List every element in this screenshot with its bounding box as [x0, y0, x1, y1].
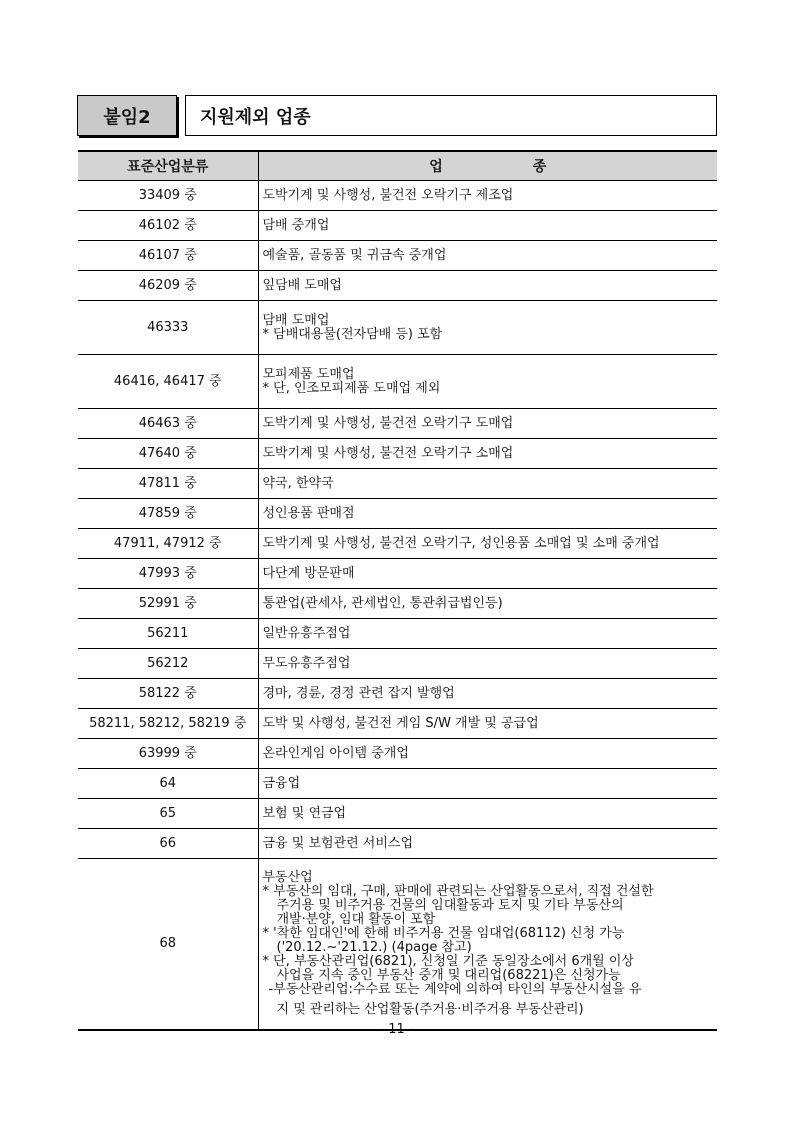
column-header-industry-b: 종: [532, 159, 547, 175]
industry-code: 46102 중: [78, 211, 258, 241]
industry-description: [258, 859, 717, 1031]
description-line: 약국, 한약국: [262, 475, 334, 491]
industry-code: 63999 중: [78, 739, 258, 769]
industry-code: 46107 중: [78, 241, 258, 271]
description-line: 경마, 경륜, 경정 관련 잡지 발행업: [262, 685, 455, 701]
table-row: [78, 799, 717, 829]
table-row: [78, 589, 717, 619]
industry-code: 47911, 47912 중: [78, 529, 258, 559]
industry-description: [258, 469, 717, 499]
table-row: [78, 739, 717, 769]
industry-description: [258, 241, 717, 271]
description-line: 지 및 관리하는 산업활동(주거용·비주거용 부동산관리): [276, 1002, 584, 1017]
industry-code: 46333: [78, 301, 258, 355]
description-line: * 부동산의 임대, 구매, 판매에 관련되는 산업활동으로서, 직접 건설한: [262, 884, 654, 899]
industry-description: [258, 769, 717, 799]
industry-description: [258, 829, 717, 859]
industry-code: 47859 중: [78, 499, 258, 529]
table-row: [78, 859, 717, 1031]
table-header-row: [78, 151, 717, 181]
description-line: 도박기계 및 사행성, 불건전 오락기구 도매업: [262, 415, 514, 431]
description-line: 보험 및 연금업: [262, 805, 347, 821]
industry-code: 47811 중: [78, 469, 258, 499]
section-title: 지원제외 업종: [185, 95, 717, 136]
column-header-industry-a: 업: [429, 159, 443, 175]
description-line: 도박 및 사행성, 불건전 게임 S/W 개발 및 공급업: [262, 715, 539, 731]
industry-description: [258, 271, 717, 301]
description-line: 통관업(관세사, 관세법인, 통관취급법인등): [262, 595, 503, 611]
column-header-code: 표준산업분류: [78, 151, 258, 181]
industry-code: 46209 중: [78, 271, 258, 301]
table-row: [78, 181, 717, 211]
table-row: [78, 439, 717, 469]
industry-description: [258, 355, 717, 409]
industry-description: [258, 529, 717, 559]
industry-code: 47993 중: [78, 559, 258, 589]
industry-code: 52991 중: [78, 589, 258, 619]
description-line: 성인용품 판매점: [262, 505, 355, 521]
industry-description: [258, 211, 717, 241]
industry-description: [258, 409, 717, 439]
page-number: - 11 -: [379, 1022, 414, 1037]
industry-code: 66: [78, 829, 258, 859]
description-line: 도박기계 및 사행성, 불건전 오락기구 제조업: [262, 187, 514, 203]
industry-code: 64: [78, 769, 258, 799]
description-line: 모피제품 도매업: [262, 366, 355, 382]
industry-description: [258, 799, 717, 829]
table-row: [78, 355, 717, 409]
description-line: 사업을 지속 중인 부동산 중개 및 대리업(68221)은 신청가능: [276, 968, 621, 983]
industry-code: 58122 중: [78, 679, 258, 709]
table-row: [78, 271, 717, 301]
description-line: 무도유흥주점업: [262, 655, 351, 671]
table-row: [78, 559, 717, 589]
table-row: [78, 649, 717, 679]
industry-description: [258, 181, 717, 211]
table-row: [78, 409, 717, 439]
description-line: 금융업: [262, 775, 301, 791]
table-row: [78, 769, 717, 799]
industry-description: [258, 589, 717, 619]
description-line: * '착한 임대인'에 한해 비주거용 건물 임대업(68112) 신청 가능: [262, 926, 625, 941]
industry-code: 56211: [78, 619, 258, 649]
industry-description: [258, 619, 717, 649]
description-line: 금융 및 보험관련 서비스업: [262, 835, 414, 851]
description-line: 개발·분양, 임대 활동이 포함: [276, 912, 436, 927]
description-line: 다단계 방문판매: [262, 565, 355, 581]
industry-code: 46416, 46417 중: [78, 355, 258, 409]
description-line: 잎담배 도매업: [262, 277, 342, 293]
table-row: [78, 301, 717, 355]
industry-code: 58211, 58212, 58219 중: [78, 709, 258, 739]
description-line: 도박기계 및 사행성, 불건전 오락기구 소매업: [262, 445, 514, 461]
industry-description: [258, 679, 717, 709]
industry-code: 68: [78, 859, 258, 1031]
table-row: [78, 469, 717, 499]
table-row: [78, 709, 717, 739]
industry-code: 56212: [78, 649, 258, 679]
description-line: * 단, 부동산관리업(6821), 신청일 기준 동일장소에서 6개월 이상: [262, 954, 634, 969]
industry-code: 46463 중: [78, 409, 258, 439]
industry-description: [258, 439, 717, 469]
section-header: [77, 95, 717, 136]
description-line: 일반유흥주점업: [262, 625, 351, 641]
table-row: [78, 499, 717, 529]
table-row: [78, 529, 717, 559]
table-row: [78, 679, 717, 709]
table-row: [78, 619, 717, 649]
description-line: 예술품, 골동품 및 귀금속 중개업: [262, 247, 447, 263]
description-line: 도박기계 및 사행성, 불건전 오락기구, 성인용품 소매업 및 소매 중개업: [262, 535, 660, 551]
industry-code: 47640 중: [78, 439, 258, 469]
description-line: -부동산관리업:수수료 또는 계약에 의하여 타인의 부동산시설을 유: [268, 982, 642, 997]
description-line: ('20.12.~'21.12.) (4page 참고): [276, 940, 472, 955]
description-line: 주거용 및 비주거용 건물의 임대활동과 토지 및 기타 부동산의: [276, 898, 624, 913]
table-row: [78, 211, 717, 241]
industry-code: 65: [78, 799, 258, 829]
industry-description: [258, 739, 717, 769]
column-header-industry: [258, 151, 717, 181]
industry-description: [258, 709, 717, 739]
table-row: [78, 829, 717, 859]
industry-description: [258, 301, 717, 355]
description-line: 온라인게임 아이템 중개업: [262, 745, 409, 761]
excluded-industries-table: [78, 150, 717, 1031]
description-line: * 단, 인조모피제품 도매업 제외: [262, 380, 441, 396]
industry-code: 33409 중: [78, 181, 258, 211]
industry-description: [258, 499, 717, 529]
attachment-tag: 붙임2: [77, 95, 177, 136]
industry-description: [258, 649, 717, 679]
description-line: * 담배대용물(전자담배 등) 포함: [262, 326, 443, 342]
industry-description: [258, 559, 717, 589]
description-line: 담배 중개업: [262, 217, 330, 233]
table-row: [78, 241, 717, 271]
description-line: 부동산업: [262, 870, 313, 885]
description-line: 담배 도매업: [262, 312, 330, 328]
